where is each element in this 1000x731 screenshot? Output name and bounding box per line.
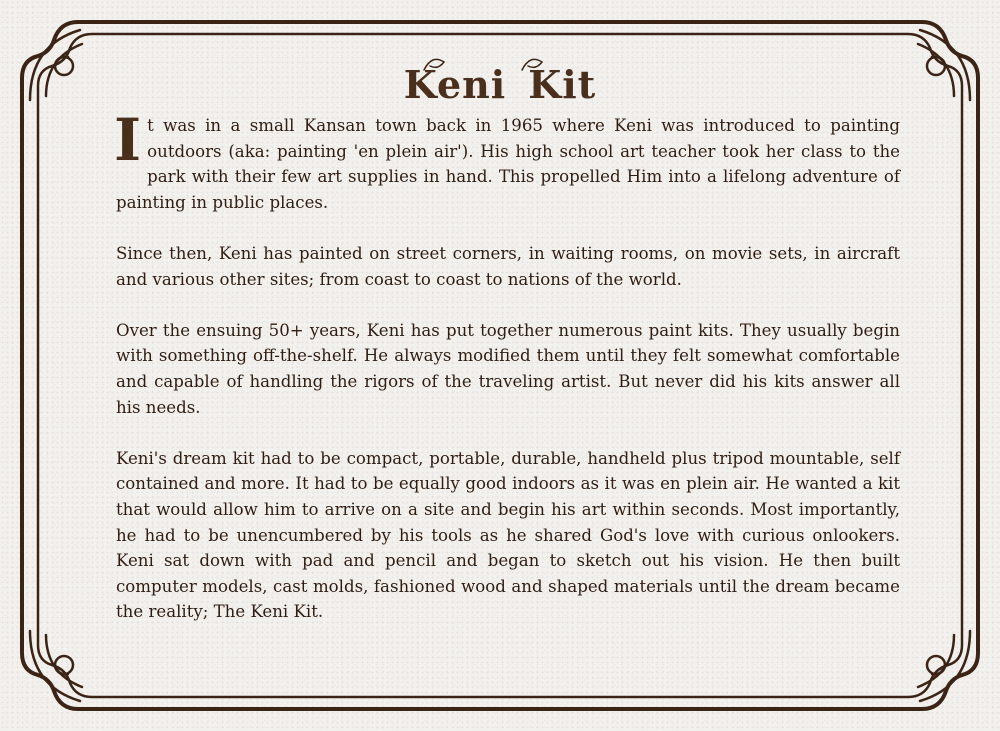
paragraph-3: Over the ensuing 50+ years, Keni has put together numerous paint kits. They usually begin with something off-the-shelf. He always modified them until they felt somewhat comfortable and capable of handling the rigors of the traveling artist. But never did his kits answer all his needs. (116, 320, 900, 417)
page-title (0, 62, 1000, 107)
title-word-keni: Keni (403, 62, 507, 107)
title-word-kit: Kit (528, 62, 597, 107)
drop-cap: I (114, 106, 142, 174)
paragraph-4: Keni's dream kit had to be compact, portable, durable, handheld plus tripod mountable, self contained and more. It had to be equally good indoors as it was en plein air. He wanted a kit that would allow him to arrive on a site and begin his art within seconds. Most importantly, he had to be unencumbered by his tools as he shared God's love with curious onlookers. Keni sat down with pad and pencil and began to sketch out his vision. He then built computer models, cast molds, fashioned wood and shaped materials until the dream became the reality; The Keni Kit. (116, 448, 900, 622)
paragraph-1 (114, 106, 900, 215)
story-body (114, 106, 900, 650)
paragraph-1-text: t was in a small Kansan town back in 1965 where Keni was introduced to painting outdoors (aka: painting 'en plein air'). His high school art teacher took her class to the park with their few art supplies in hand. This propelled Him into a lifelong adventure of painting in public places. (116, 116, 900, 212)
paragraph-2: Since then, Keni has painted on street corners, in waiting rooms, on movie sets, in aircraft and various other sites; from coast to coast to nations of the world. (116, 243, 900, 289)
